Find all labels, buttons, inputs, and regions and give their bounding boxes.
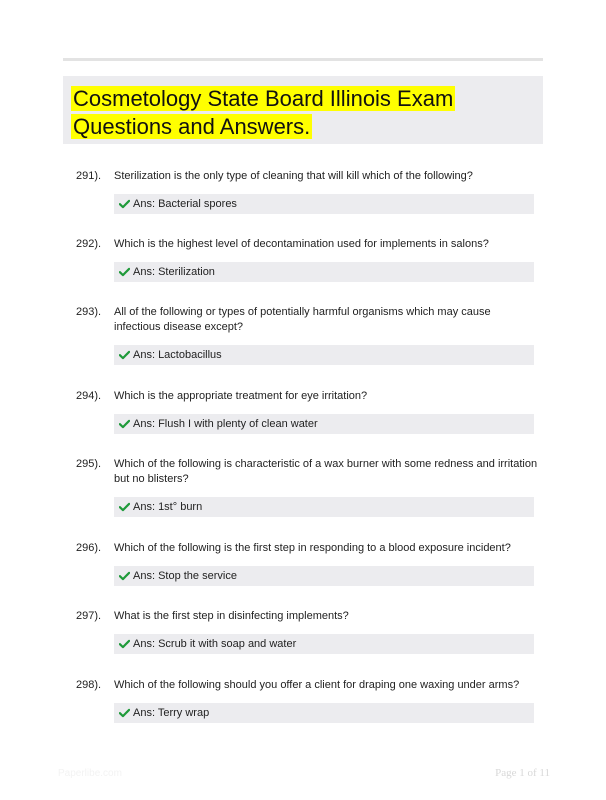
question-number: 294).	[76, 390, 102, 402]
check-icon	[119, 708, 130, 718]
question-text: Which of the following should you offer a client for draping one waxing under arms?	[114, 679, 520, 691]
question-number: 296).	[76, 542, 102, 554]
question-number: 295).	[76, 458, 102, 470]
check-icon	[119, 199, 130, 209]
check-icon	[119, 267, 130, 277]
answer-text: Ans: Stop the service	[133, 570, 237, 582]
answer-box	[114, 497, 534, 517]
answer-text: Ans: Terry wrap	[133, 707, 210, 719]
answer-box	[114, 194, 534, 214]
answer-box	[114, 566, 534, 586]
footer-watermark: Paperlibe.com	[58, 768, 122, 779]
page-indicator: Page 1 of 11	[495, 767, 550, 779]
question-text: Which of the following is the first step in responding to a blood exposure incident?	[114, 542, 511, 554]
question-text: Which is the appropriate treatment for eye irritation?	[114, 390, 368, 402]
answer-text: Ans: 1st° burn	[133, 501, 203, 513]
question-number: 293).	[76, 306, 102, 318]
answer-text: Ans: Sterilization	[133, 266, 215, 278]
answer-text: Ans: Flush I with plenty of clean water	[133, 418, 318, 430]
question-text: Which of the following is characteristic of a wax burner with some redness and irritation but no blisters?	[114, 458, 538, 485]
page-title	[71, 85, 491, 141]
question-text: All of the following or types of potentially harmful organisms which may cause infectious disease except?	[114, 306, 491, 333]
answer-box	[114, 414, 534, 434]
answer-box	[114, 703, 534, 723]
check-icon	[119, 571, 130, 581]
answer-box	[114, 345, 534, 365]
answer-text: Ans: Bacterial spores	[133, 198, 237, 210]
question-text: What is the first step in disinfecting implements?	[114, 610, 349, 622]
question-number: 292).	[76, 238, 102, 250]
question-number: 291).	[76, 170, 102, 182]
title-panel	[63, 76, 543, 144]
top-divider	[63, 58, 543, 61]
answer-box	[114, 262, 534, 282]
check-icon	[119, 350, 130, 360]
question-text: Which is the highest level of decontamination used for implements in salons?	[114, 238, 489, 250]
answer-text: Ans: Lactobacillus	[133, 349, 222, 361]
question-text: Sterilization is the only type of cleaning that will kill which of the following?	[114, 170, 473, 182]
question-number: 298).	[76, 679, 102, 691]
question-number: 297).	[76, 610, 102, 622]
check-icon	[119, 639, 130, 649]
check-icon	[119, 502, 130, 512]
page-title-text: Cosmetology State Board Illinois Exam Questions and Answers.	[73, 86, 454, 139]
check-icon	[119, 419, 130, 429]
answer-box	[114, 634, 534, 654]
answer-text: Ans: Scrub it with soap and water	[133, 638, 297, 650]
